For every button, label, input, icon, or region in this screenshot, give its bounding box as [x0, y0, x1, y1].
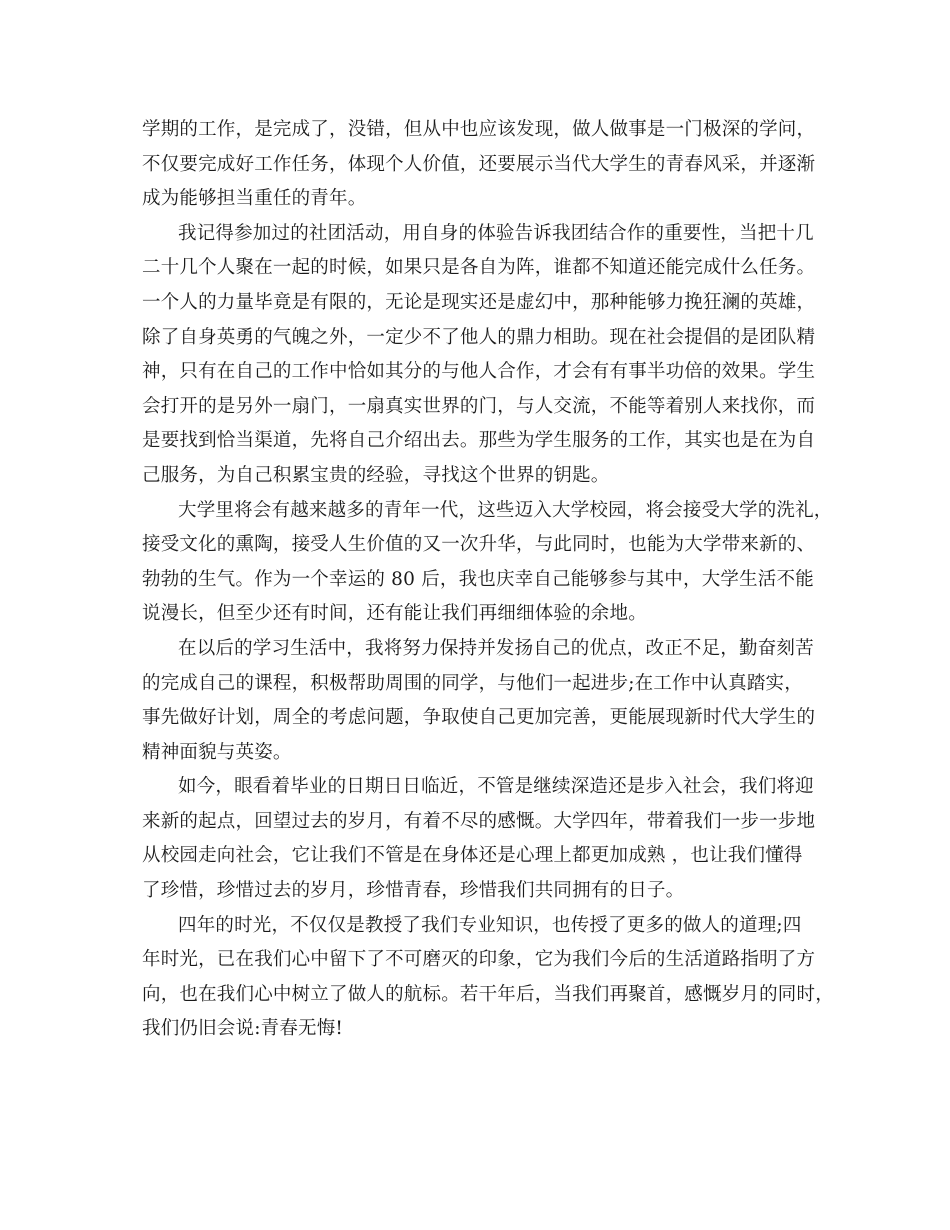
text-line: 的完成自己的课程，积极帮助周围的同学，与他们一起进步;在工作中认真踏实，	[142, 672, 803, 694]
text-line: 大学里将会有越来越多的青年一代，这些迈入大学校园，将会接受大学的洗礼，	[178, 499, 833, 521]
text-line: 我记得参加过的社团活动，用自身的体验告诉我团结合作的重要性，当把十几	[178, 222, 814, 244]
text-line: 年时光，已在我们心中留下了不可磨灭的印象，它为我们今后的生活道路指明了方	[142, 949, 816, 971]
text-line: 我们仍旧会说:青春无悔!	[142, 1018, 344, 1040]
text-line: 己服务，为自己积累宝贵的经验，寻找这个世界的钥匙。	[142, 464, 610, 486]
document-body	[142, 113, 832, 1047]
text-line: 四年的时光，不仅仅是教授了我们专业知识，也传授了更多的做人的道理;四	[178, 914, 802, 936]
text-line: 从校园走向社会，它让我们不管是在身体还是心理上都更加成熟 ，也让我们懂得	[142, 845, 803, 867]
text-line: 不仅要完成好工作任务，体现个人价值，还要展示当代大学生的青春风采，并逐渐	[142, 153, 816, 175]
paragraph-1	[142, 113, 832, 217]
paragraph-5	[142, 770, 832, 908]
text-line: 成为能够担当重任的青年。	[142, 188, 367, 210]
text-line: 勃勃的生气。作为一个幸运的 80 后，我也庆幸自己能够参与其中，大学生活不能	[142, 568, 814, 590]
text-line: 学期的工作，是完成了，没错，但从中也应该发现，做人做事是一门极深的学问，	[142, 119, 816, 140]
text-line: 说漫长，但至少还有时间，还有能让我们再细细体验的余地。	[142, 603, 647, 625]
paragraph-2	[142, 217, 832, 494]
text-line: 来新的起点，回望过去的岁月，有着不尽的感慨。大学四年，带着我们一步一步地	[142, 810, 816, 832]
paragraph-3	[142, 494, 832, 632]
paragraph-4	[142, 632, 832, 770]
text-line: 了珍惜，珍惜过去的岁月，珍惜青春，珍惜我们共同拥有的日子。	[142, 880, 685, 902]
text-line: 在以后的学习生活中，我将努力保持并发扬自己的优点，改正不足，勤奋刻苦	[178, 637, 814, 659]
text-line: 精神面貌与英姿。	[142, 741, 292, 763]
text-line: 一个人的力量毕竟是有限的，无论是现实还是虚幻中，那种能够力挽狂澜的英雄，	[142, 291, 816, 313]
text-line: 是要找到恰当渠道，先将自己介绍出去。那些为学生服务的工作，其实也是在为自	[142, 430, 816, 452]
text-line: 如今，眼看着毕业的日期日日临近，不管是继续深造还是步入社会，我们将迎	[178, 776, 814, 798]
text-line: 接受文化的熏陶，接受人生价值的又一次升华，与此同时，也能为大学带来新的、	[142, 534, 816, 556]
paragraph-6	[142, 909, 832, 1047]
text-line: 向，也在我们心中树立了做人的航标。若干年后，当我们再聚首，感慨岁月的同时，	[142, 983, 834, 1005]
text-line: 神，只有在自己的工作中恰如其分的与他人合作，才会有有事半功倍的效果。学生	[142, 361, 816, 383]
text-line: 二十几个人聚在一起的时候，如果只是各自为阵，谁都不知道还能完成什么任务。	[142, 257, 816, 279]
text-line: 事先做好计划，周全的考虑问题，争取使自己更加完善，更能展现新时代大学生的	[142, 707, 816, 729]
text-line: 除了自身英勇的气魄之外，一定少不了他人的鼎力相助。现在社会提倡的是团队精	[142, 326, 816, 348]
text-line: 会打开的是另外一扇门，一扇真实世界的门，与人交流，不能等着别人来找你，而	[142, 395, 816, 417]
